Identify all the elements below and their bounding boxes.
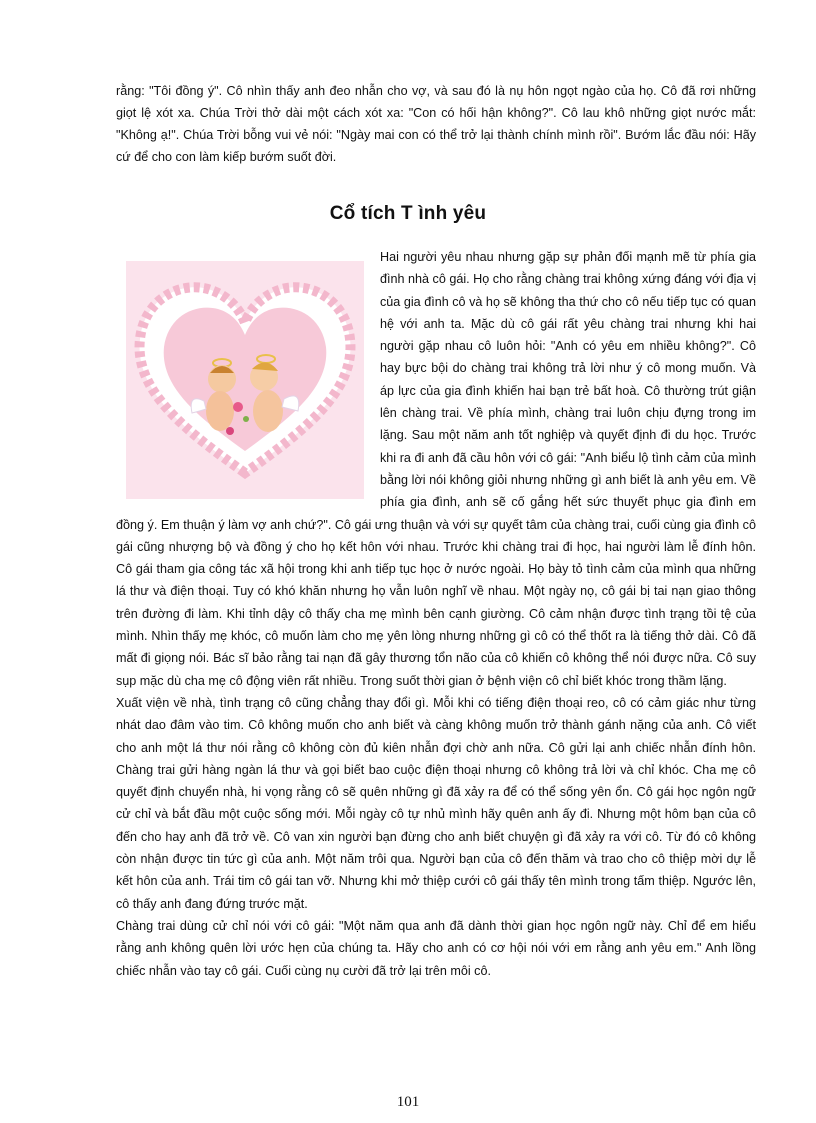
story-title: Cổ tích T ình yêu <box>329 203 487 224</box>
intro-paragraph: rằng: "Tôi đồng ý". Cô nhìn thấy anh đeo nhẫn cho vợ, và sau đó là nụ hôn ngọt ngào của họ. Cô đã rơi những giọt lệ xót xa. Chúa Trời thở dài một cách xót xa: "Con có hối hận không?". Cô lau khô những giọt nước mắt: "Không ạ!". Chúa Trời bỗng vui vẻ nói: "Ngày mai con có thể trở lại thành chính mình rồi". Bướm lắc đầu nói: Hãy cứ để cho con làm kiếp bướm suốt đời. <box>116 84 756 164</box>
story-body <box>116 246 756 982</box>
story-paragraph: Xuất viện về nhà, tình trạng cô cũng chẳng thay đổi gì. Mỗi khi có tiếng điện thoại reo, cô có cảm giác như từng nhát dao đâm vào tim. Cô không muốn cho anh biết và càng không muốn trở thành gánh nặng của anh. Cô viết cho anh một lá thư nói rằng cô không còn đủ kiên nhẫn đợi chờ anh nữa. Cô gửi lại anh chiếc nhẫn đính hôn. Chàng trai gửi hàng ngàn lá thư và gọi biết bao cuộc điện thoại nhưng cô không trả lời và chỉ khóc. Cha mẹ cô quyết định chuyển nhà, hi vọng rằng cô sẽ quên những gì đã xảy ra để có thể sống yên ổn. Cô gái học ngôn ngữ cử chỉ và bắt đầu một cuộc sống mới. Mỗi ngày cô tự nhủ mình hãy quên anh ấy đi. Nhưng một hôm bạn của cô đến cho hay anh đã trở về. Cô van xin người bạn đừng cho anh biết chuyện gì đã xảy ra với cô. Từ đó cô không còn nhận được tin tức gì của anh. Một năm trôi qua. Người bạn của cô đến thăm và trao cho cô thiệp mời dự lễ kết hôn của anh. Trái tim cô gái tan vỡ. Nhưng khi mở thiệp cưới cô gái thấy tên mình trong tấm thiệp. Ngước lên, cô thấy anh đang đứng trước mặt. <box>116 695 756 911</box>
story-paragraph: Chàng trai dùng cử chỉ nói với cô gái: "Một năm qua anh đã dành thời gian học ngôn ngữ này. Chỉ để em hiểu rằng anh không quên lời ước hẹn của chúng ta. Hãy cho anh có cơ hội nói với em rằng anh yêu em." Anh lồng chiếc nhẫn vào tay cô gái. Cuối cùng nụ cười đã trở lại trên môi cô. <box>116 918 756 978</box>
cupids-heart-illustration <box>126 261 364 499</box>
page-number: 101 <box>396 1094 420 1110</box>
story-paragraph: Hai người yêu nhau nhưng gặp sự phản đối mạnh mẽ từ phía gia đình nhà cô gái. Họ cho rằng chàng trai không xứng đáng với địa vị của gia đình cô và họ sẽ không tha thứ cho cô nếu tiếp tục có quan hệ với anh ta. Mặc dù cô gái rất yêu chàng trai nhưng khi hai người gặp nhau cô luôn hỏi: "Anh có yêu em nhiều không?". Cô hay bực bội do chàng trai không trả lời như ý cô mong muốn. Và áp lực của gia đình khiến hai bạn trẻ bất hoà. Cô thường trút giận lên chàng trai. Về phía mình, chàng trai luôn chịu đựng trong im lặng. Sau một năm anh tốt nghiệp và quyết định đi du học. Trước khi ra đi anh đã cầu hôn với cô gái: "Anh biểu lộ tình cảm của mình bằng lời nói không giỏi nhưng những gì anh biết là anh yêu em. Về phía gia đình, anh sẽ cố gắng hết sức thuyết phục gia đình em đồng ý. Em thuận ý làm vợ anh chứ?". Cô gái ưng thuận và với sự quyết tâm của chàng trai, cuối cùng gia đình cô gái cũng nhượng bộ và đồng ý cho họ kết hôn với nhau. Trước khi chàng trai đi học, hai người làm lễ đính hôn. Cô gái tham gia công tác xã hội trong khi anh tiếp tục học ở nước ngoài. Họ bày tỏ tình cảm của mình qua những lá thư và điện thoại. Tuy có khó khăn nhưng họ vẫn luôn nghĩ về nhau. Một ngày nọ, cô gái bị tai nạn giao thông trên đường đi làm. Khi tỉnh dậy cô thấy cha mẹ mình bên cạnh giường. Cô cảm nhận được tình trạng tồi tệ của mình. Nhìn thấy mẹ khóc, cô muốn làm cho mẹ yên lòng nhưng những gì cô có thể thốt ra là tiếng thở dài. Cô đã mất đi giọng nói. Bác sĩ bảo rằng tai nạn đã gây thương tổn não của cô khiến cô không thể nói được nữa. Cô suy sụp mặc dù cha mẹ cô động viên rất nhiều. Trong suốt thời gian ở bệnh viện cô chỉ biết khóc trong thầm lặng. <box>116 250 756 688</box>
